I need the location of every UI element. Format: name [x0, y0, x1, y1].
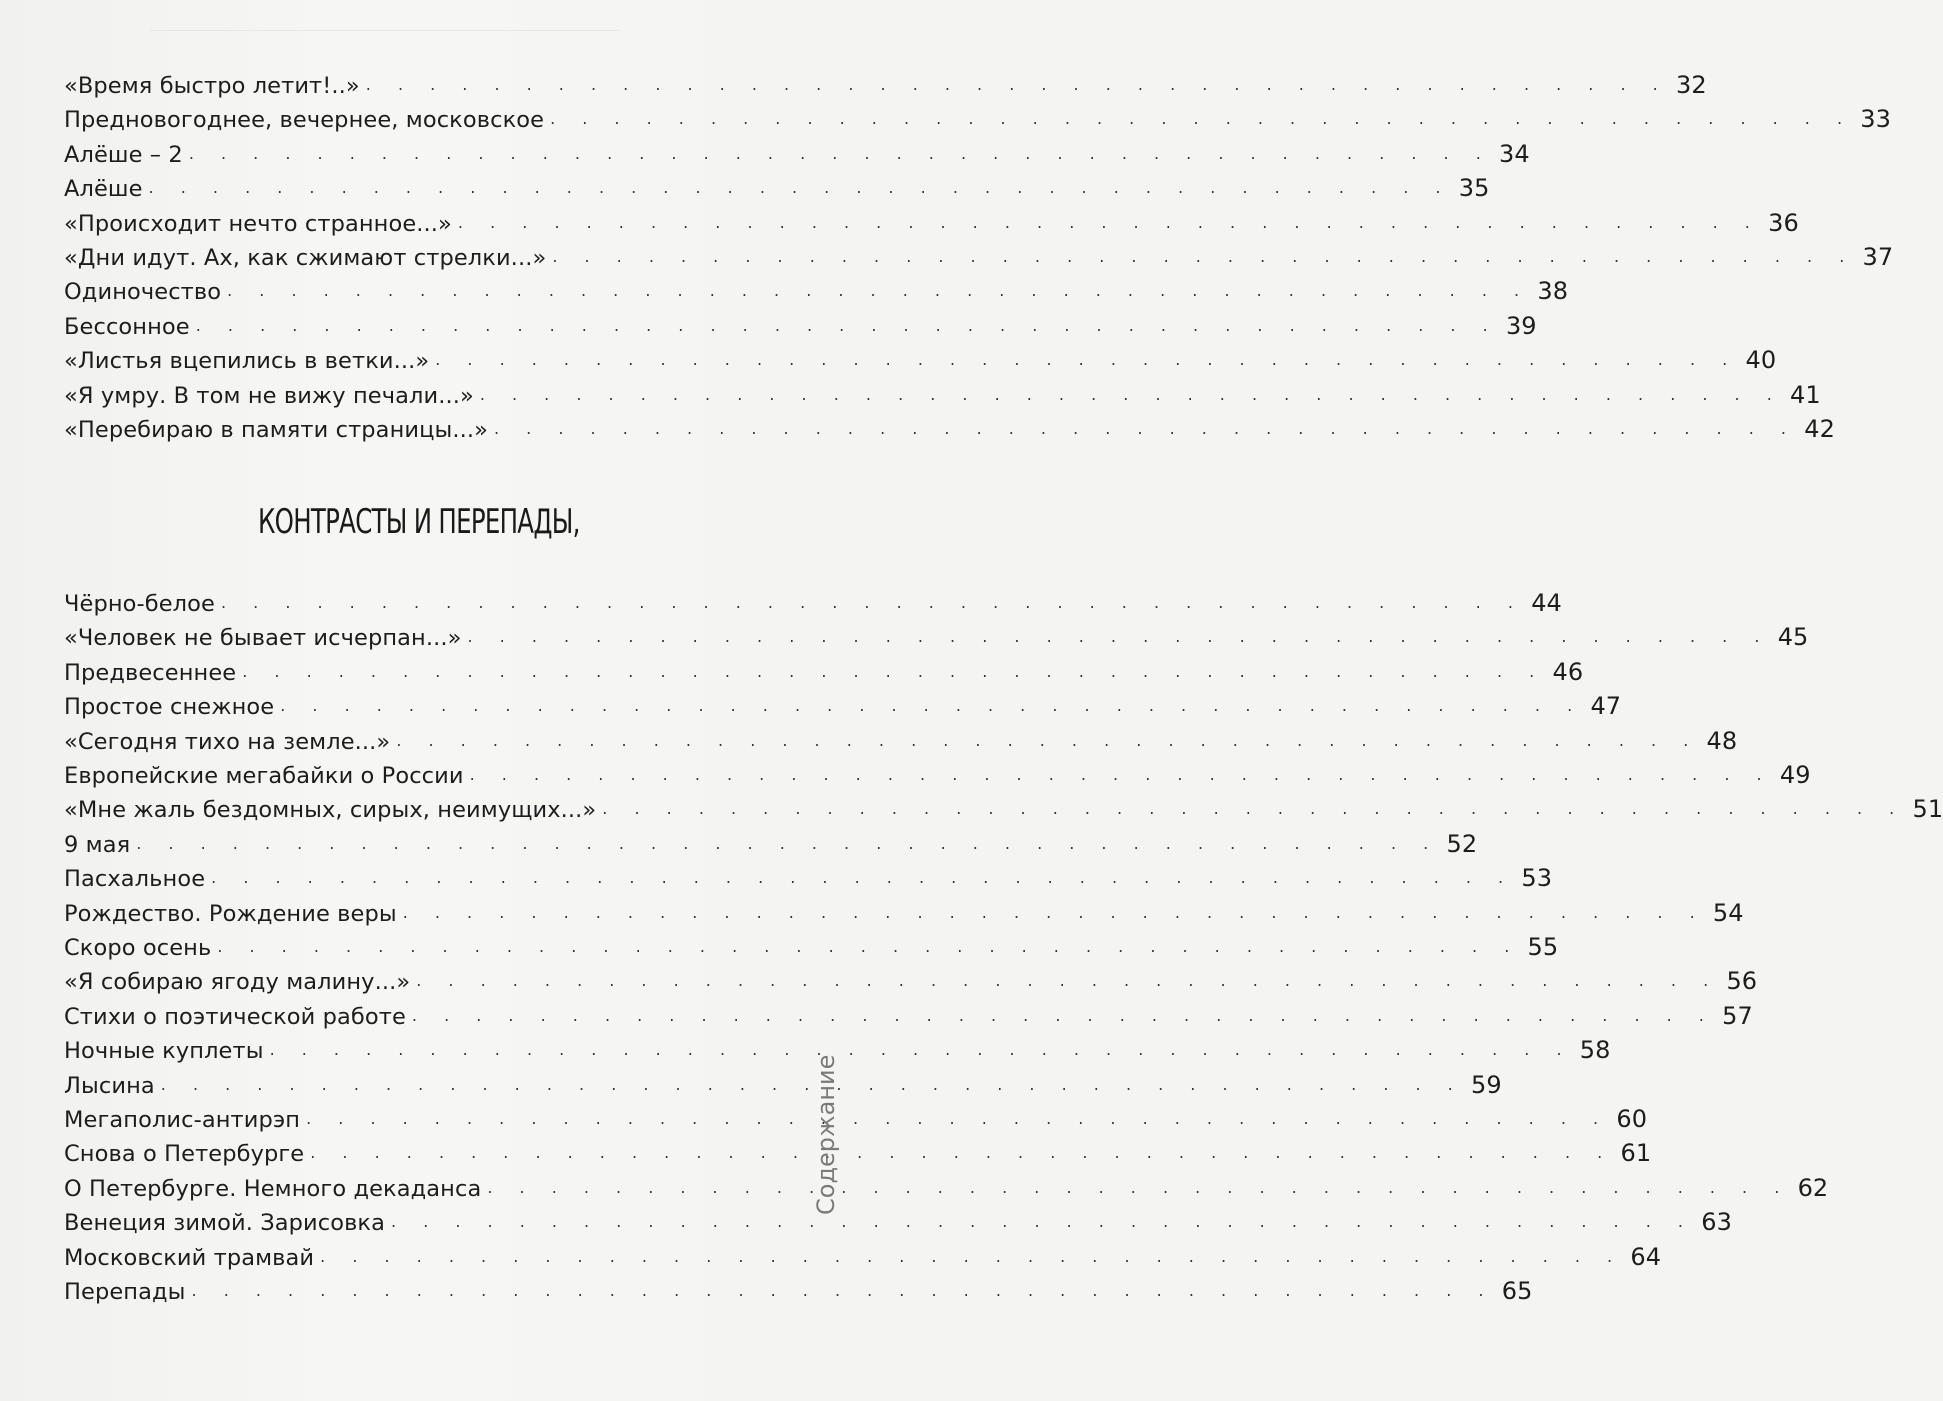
- toc-entry-leader: . . . . . . . . . . . . . . . . . . . . . . . . . . . . . . . . . . . . . . . . .: [310, 1143, 1614, 1163]
- toc-entry: [64, 1237, 1662, 1271]
- toc-entry-page-number: 35: [1458, 174, 1490, 203]
- toc-entry-leader: . . . . . . . . . . . . . . . . . . . . . . . . . . . . . . . . . . . . . . . . .: [220, 593, 1524, 612]
- toc-entry-leader: . . . . . . . . . . . . . . . . . . . . . . . . . . . . . . . . . . . . . . . . .: [188, 143, 1492, 163]
- toc-entry-title: Одиночество: [64, 279, 222, 306]
- toc-entry: [64, 271, 1569, 306]
- toc-entry: [64, 134, 1530, 168]
- toc-entry-title: «Мне жаль бездомных, сирых, неимущих...»: [64, 797, 597, 824]
- toc-entry: [64, 203, 1799, 237]
- toc-entry-page-number: 34: [1499, 139, 1530, 168]
- toc-entry: [64, 1030, 1611, 1065]
- toc-entry-page-number: 53: [1521, 864, 1553, 893]
- toc-entry: [64, 168, 1490, 203]
- toc-entry: [64, 755, 1811, 789]
- toc-entry-leader: . . . . . . . . . . . . . . . . . . . . . . . . . . . . . . . . . . . . . . . . .: [365, 75, 1669, 94]
- toc-entry: [64, 306, 1537, 340]
- toc-entry: [64, 1133, 1652, 1168]
- toc-entry-page-number: 41: [1790, 380, 1821, 409]
- toc-entry: [64, 65, 1707, 99]
- toc-entry: [64, 789, 1943, 824]
- toc-entry: [64, 893, 1744, 927]
- toc-entry-title: Скоро осень: [64, 935, 212, 961]
- toc-entry-title: О Петербурге. Немного декаданса: [64, 1175, 482, 1202]
- toc-entry-title: «Листья вцепились в ветки...»: [64, 348, 430, 375]
- section-heading: КОНТРАСТЫ И ПЕРЕПАДЫ,: [258, 502, 580, 542]
- toc-entry: [64, 824, 1478, 858]
- toc-entry-title: «Происходит нечто странное...»: [64, 210, 452, 237]
- toc-entry-page-number: 55: [1527, 933, 1559, 961]
- toc-entry: [64, 858, 1553, 893]
- toc-entry-leader: . . . . . . . . . . . . . . . . . . . . . . . . . . . . . . . . . . . . . . . . .: [227, 281, 1531, 301]
- toc-entry-page-number: 61: [1620, 1139, 1652, 1168]
- toc-entry-title: Пасхальное: [64, 866, 206, 893]
- toc-entry-title: Перепады: [64, 1279, 186, 1305]
- toc-entry-title: Бессонное: [64, 313, 190, 340]
- toc-entry-title: Ночные куплеты: [64, 1038, 264, 1065]
- toc-entry-page-number: 58: [1579, 1036, 1611, 1065]
- toc-entry: [64, 409, 1835, 443]
- toc-entry-leader: . . . . . . . . . . . . . . . . . . . . . . . . . . . . . . . . . . . . . . . . .: [195, 315, 1499, 335]
- toc-entry-leader: . . . . . . . . . . . . . . . . . . . . . . . . . . . . . . . . . . . . . . . . .: [211, 868, 1515, 888]
- toc-entry-title: Предвесеннее: [64, 659, 237, 686]
- toc-entry-page-number: 39: [1505, 311, 1537, 340]
- toc-entry: [64, 583, 1562, 617]
- toc-entry-leader: . . . . . . . . . . . . . . . . . . . . . . . . . . . . . . . . . . . . . . . . .: [160, 1074, 1464, 1094]
- toc-entry: [64, 617, 1809, 652]
- toc-entry: [64, 996, 1753, 1030]
- toc-entry-title: Алёше – 2: [64, 141, 183, 168]
- toc-entry: [64, 340, 1777, 375]
- bleed-through-decoration: [150, 30, 620, 45]
- toc-entry-leader: . . . . . . . . . . . . . . . . . . . . . . . . . . . . . . . . . . . . . . . . .: [269, 1040, 1573, 1060]
- toc-entry-title: «Я собираю ягоду малину...»: [64, 969, 411, 996]
- toc-entry-title: Европейские мегабайки о России: [64, 763, 464, 789]
- toc-entry-leader: . . . . . . . . . . . . . . . . . . . . . . . . . . . . . . . . . . . . . . . . .: [306, 1109, 1610, 1128]
- toc-entry-page-number: 52: [1446, 829, 1478, 858]
- toc-entry-page-number: 45: [1777, 623, 1809, 652]
- toc-entry-title: Алёше: [64, 176, 143, 203]
- toc-entry: [64, 1065, 1502, 1099]
- toc-entry-page-number: 64: [1630, 1242, 1662, 1271]
- toc-entry-page-number: 40: [1745, 346, 1777, 375]
- toc-entry-leader: . . . . . . . . . . . . . . . . . . . . . . . . . . . . . . . . . . . . . . . . .: [136, 833, 1440, 853]
- toc-entry: [64, 99, 1892, 134]
- toc-entry-page-number: 49: [1779, 761, 1811, 789]
- toc-entry-title: «Перебираю в памяти страницы...»: [64, 417, 488, 443]
- toc-entry-page-number: 59: [1471, 1070, 1502, 1099]
- toc-entry: [64, 961, 1758, 996]
- toc-entry-leader: . . . . . . . . . . . . . . . . . . . . . . . . . . . . . . . . . . . . . . . . .: [494, 419, 1797, 438]
- toc-entry-title: Лысина: [64, 1072, 155, 1099]
- toc-entry-page-number: 56: [1726, 967, 1758, 996]
- toc-entry-leader: . . . . . . . . . . . . . . . . . . . . . . . . . . . . . . . . . . . . . . . . .: [435, 350, 1739, 370]
- toc-entry-page-number: 54: [1712, 898, 1744, 927]
- toc-entry-leader: . . . . . . . . . . . . . . . . . . . . . . . . . . . . . . . . . . . . . . . . .: [148, 178, 1452, 198]
- toc-entry-page-number: 51: [1912, 795, 1943, 824]
- toc-entry-page-number: 44: [1531, 589, 1562, 617]
- toc-entry: [64, 686, 1622, 721]
- toc-entry-leader: . . . . . . . . . . . . . . . . . . . . . . . . . . . . . . . . . . . . . . . . .: [242, 661, 1546, 681]
- toc-entry: [64, 1202, 1732, 1237]
- toc-entry: [64, 1168, 1829, 1202]
- toc-entry-leader: . . . . . . . . . . . . . . . . . . . . . . . . . . . . . . . . . . . . . . . . .: [402, 902, 1706, 922]
- toc-entry-page-number: 57: [1722, 1001, 1753, 1030]
- toc-entry: [64, 237, 1894, 271]
- toc-entry-leader: . . . . . . . . . . . . . . . . . . . . . . . . . . . . . . . . . . . . . . . . .: [469, 765, 1773, 784]
- toc-entry-title: «Дни идут. Ах, как сжимают стрелки...»: [64, 245, 547, 271]
- toc-entry-page-number: 65: [1501, 1277, 1533, 1305]
- toc-entry-title: Мегаполис-антирэп: [64, 1107, 301, 1133]
- toc-entry-page-number: 46: [1552, 657, 1584, 686]
- toc-entry-title: Московский трамвай: [64, 1244, 315, 1271]
- toc-entry-leader: . . . . . . . . . . . . . . . . . . . . . . . . . . . . . . . . . . . . . . . . .: [552, 247, 1856, 266]
- toc-entry-leader: . . . . . . . . . . . . . . . . . . . . . . . . . . . . . . . . . . . . . . . . .: [467, 627, 1771, 647]
- side-label-contents: Содержание: [812, 1054, 840, 1215]
- toc-entry-page-number: 36: [1768, 208, 1799, 237]
- toc-entry-leader: . . . . . . . . . . . . . . . . . . . . . . . . . . . . . . . . . . . . . . . . .: [550, 109, 1854, 129]
- toc-entry-page-number: 42: [1804, 415, 1835, 443]
- toc-entry-title: Простое снежное: [64, 694, 275, 721]
- toc-entry-leader: . . . . . . . . . . . . . . . . . . . . . . . . . . . . . . . . . . . . . . . . .: [217, 937, 1521, 956]
- toc-entry: [64, 927, 1559, 961]
- toc-entry-title: «Сегодня тихо на земле...»: [64, 728, 391, 755]
- toc-entry-leader: . . . . . . . . . . . . . . . . . . . . . . . . . . . . . . . . . . . . . . . . .: [396, 730, 1700, 750]
- toc-entry-title: «Человек не бывает исчерпан...»: [64, 625, 462, 652]
- toc-entry-leader: . . . . . . . . . . . . . . . . . . . . . . . . . . . . . . . . . . . . . . . . .: [479, 384, 1783, 404]
- toc-entry-page-number: 38: [1537, 277, 1569, 306]
- toc-entry: [64, 652, 1584, 686]
- toc-entry-leader: . . . . . . . . . . . . . . . . . . . . . . . . . . . . . . . . . . . . . . . . .: [191, 1281, 1495, 1300]
- toc-entry-title: Чёрно-белое: [64, 591, 215, 617]
- toc-entry-page-number: 48: [1706, 726, 1738, 755]
- toc-entry-page-number: 37: [1862, 243, 1894, 271]
- toc-entry-page-number: 62: [1797, 1173, 1829, 1202]
- toc-entry-title: Снова о Петербурге: [64, 1141, 305, 1168]
- toc-entry-leader: . . . . . . . . . . . . . . . . . . . . . . . . . . . . . . . . . . . . . . . . .: [416, 971, 1720, 991]
- toc-entry: [64, 721, 1738, 755]
- toc-entry-title: Рождество. Рождение веры: [64, 900, 397, 927]
- toc-entry-title: Венеция зимой. Зарисовка: [64, 1210, 386, 1237]
- toc-entry-title: 9 мая: [64, 831, 131, 858]
- toc-entry-page-number: 32: [1675, 71, 1707, 99]
- toc-entry-title: Стихи о поэтической работе: [64, 1003, 406, 1030]
- toc-entry-title: Предновогоднее, вечернее, московское: [64, 107, 545, 134]
- toc-entry-title: «Я умру. В том не вижу печали...»: [64, 382, 474, 409]
- toc-entry-leader: . . . . . . . . . . . . . . . . . . . . . . . . . . . . . . . . . . . . . . . . .: [487, 1177, 1791, 1197]
- toc-entry: [64, 375, 1821, 409]
- toc-entry-page-number: 33: [1860, 105, 1892, 134]
- toc-entry-leader: . . . . . . . . . . . . . . . . . . . . . . . . . . . . . . . . . . . . . . . . .: [320, 1246, 1624, 1266]
- toc-entry: [64, 1271, 1533, 1305]
- toc-entry-page-number: 63: [1701, 1208, 1732, 1237]
- toc-entry-page-number: 47: [1590, 692, 1622, 721]
- toc-entry: [64, 1099, 1648, 1133]
- toc-entry-page-number: 60: [1616, 1105, 1648, 1133]
- toc-entry-leader: . . . . . . . . . . . . . . . . . . . . . . . . . . . . . . . . . . . . . . . . .: [280, 696, 1584, 716]
- toc-entry-leader: . . . . . . . . . . . . . . . . . . . . . . . . . . . . . . . . . . . . . . . . .: [602, 799, 1906, 819]
- toc-entry-title: «Время быстро летит!..»: [64, 73, 360, 99]
- toc-entry-leader: . . . . . . . . . . . . . . . . . . . . . . . . . . . . . . . . . . . . . . . . .: [411, 1005, 1715, 1025]
- toc-entry-leader: . . . . . . . . . . . . . . . . . . . . . . . . . . . . . . . . . . . . . . . . .: [391, 1212, 1694, 1232]
- toc-entry-leader: . . . . . . . . . . . . . . . . . . . . . . . . . . . . . . . . . . . . . . . . .: [457, 212, 1761, 232]
